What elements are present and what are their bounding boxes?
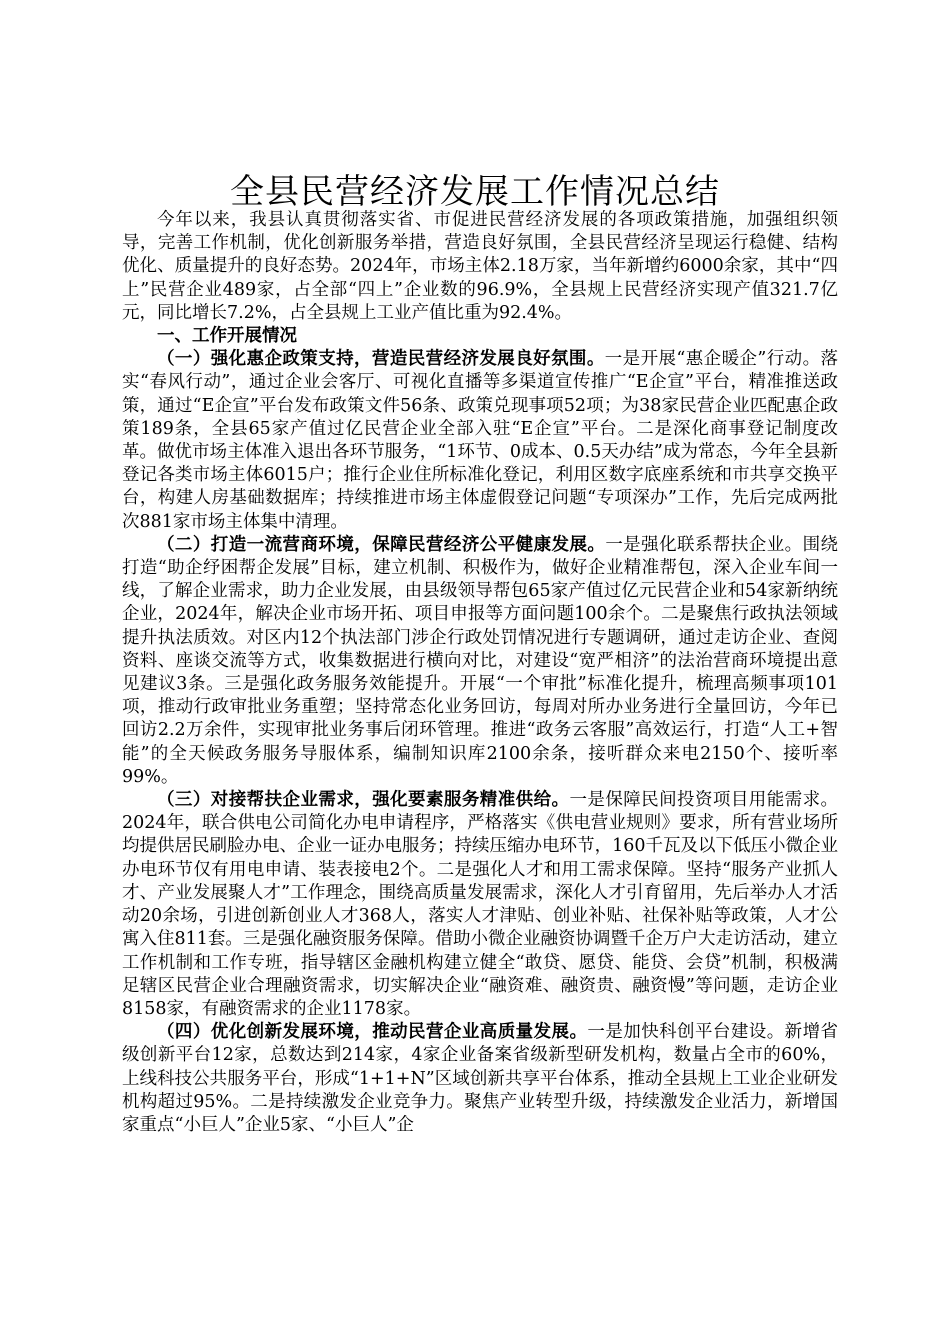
document-body bbox=[122, 209, 838, 1137]
item-paragraph-2 bbox=[122, 534, 838, 789]
item-heading-3: （三）对接帮扶企业需求，强化要素服务精准供给。 bbox=[157, 790, 570, 811]
item-heading-1: （一）强化惠企政策支持，营造民营经济发展良好氛围。 bbox=[157, 349, 605, 370]
item-text-3: 一是保障民间投资项目用能需求。2024年，联合供电公司简化办电申请程序，严格落实《供电营业规则》要求，所有营业场所均提供居民刷脸办电、企业一证办电服务；持续压缩办电环节，160千瓦及以下低压小微企业办电环节仅有用电申请、装表接电2个。二是强化人才和用工需求保障。坚持“服务产业抓人才、产业发展聚人才”工作理念，围绕高质量发展需求，深化人才引育留用，先后举办人才活动20余场，引进创新创业人才368人，落实人才津贴、创业补贴、社保补贴等政策，人才公寓入住811套。三是强化融资服务保障。借助小微企业融资协调暨千企万户大走访活动，建立工作机制和工作专班，指导辖区金融机构建立健全“敢贷、愿贷、能贷、会贷”机制，积极满足辖区民营企业合理融资需求，切实解决企业“融资难、融资贵、融资慢”等问题，走访企业8158家，有融资需求的企业1178家。 bbox=[122, 790, 839, 1019]
item-paragraph-4 bbox=[122, 1021, 838, 1137]
item-paragraph-1 bbox=[122, 348, 838, 534]
item-heading-4: （四）优化创新发展环境，推动民营企业高质量发展。 bbox=[157, 1022, 588, 1043]
document-title: 全县民营经济发展工作情况总结 bbox=[230, 172, 720, 212]
item-text-4: 一是加快科创平台建设。新增省级创新平台12家，总数达到214家，4家企业备案省级新型研发机构，数量占全市的60%，上线科技公共服务平台，形成“1+1+N”区域创新共享平台体系，推动全县规上工业企业研发机构超过95%。二是持续激发企业竞争力。聚焦产业转型升级，持续激发企业活力，新增国家重点“小巨人”企业5家、“小巨人”企 bbox=[122, 1022, 839, 1135]
item-heading-2: （二）打造一流营商环境，保障民营经济公平健康发展。 bbox=[157, 534, 606, 555]
section-heading-work: 一、工作开展情况 bbox=[157, 326, 297, 347]
intro-paragraph: 今年以来，我县认真贯彻落实省、市促进民营经济发展的各项政策措施，加强组织领导，完善工作机制，优化创新服务举措，营造良好氛围，全县民营经济呈现运行稳健、结构优化、质量提升的良好态势。2024年，市场主体2.18万家，当年新增约6000余家，其中“四上”民营企业489家，占全部“四上”企业数的96.9%，全县规上民营经济实现产值321.7亿元，同比增长7.2%，占全县规上工业产值比重为92.4%。 bbox=[122, 210, 838, 323]
item-text-2: 一是强化联系帮扶企业。围绕打造“助企纾困帮企发展”目标，建立机制、积极作为，做好企业精准帮包，深入企业车间一线，了解企业需求，助力企业发展，由县级领导帮包65家产值过亿元民营企业和54家新纳统企业，2024年，解决企业市场开拓、项目申报等方面问题100余个。二是聚焦行政执法领域提升执法质效。对区内12个执法部门涉企行政处罚情况进行专题调研，通过走访企业、查阅资料、座谈交流等方式，收集数据进行横向对比，对建设“宽严相济”的法治营商环境提出意见建议3条。三是强化政务服务效能提升。开展“一个审批”标准化提升，梳理高频事项101项，推动行政审批业务重塑；坚持常态化业务回访，每周对所办业务进行全量回访，今年已回访2.2万余件，实现审批业务事后闭环管理。推进“政务云客服”高效运行，打造“人工+智能”的全天候政务服务导服体系，编制知识库2100余条，接听群众来电2150个、接听率99%。 bbox=[122, 534, 839, 787]
item-paragraph-3 bbox=[122, 789, 838, 1021]
item-text-1: 一是开展“惠企暖企”行动。落实“春风行动”，通过企业会客厅、可视化直播等多渠道宣传推广“E企宣”平台，精准推送政策，通过“E企宣”平台发布政策文件56条、政策兑现事项52项；为38家民营企业匹配惠企政策189条，全县65家产值过亿民营企业全部入驻“E企宣”平台。二是深化商事登记制度改革。做优市场主体准入退出各环节服务，“1环节、0成本、0.5天办结”成为常态，今年全县新登记各类市场主体6015户；推行企业住所标准化登记，利用区数字底座系统和市共享交换平台，构建人房基础数据库；持续推进市场主体虚假登记问题“专项深办”工作，先后完成两批次881家市场主体集中清理。 bbox=[122, 349, 838, 532]
